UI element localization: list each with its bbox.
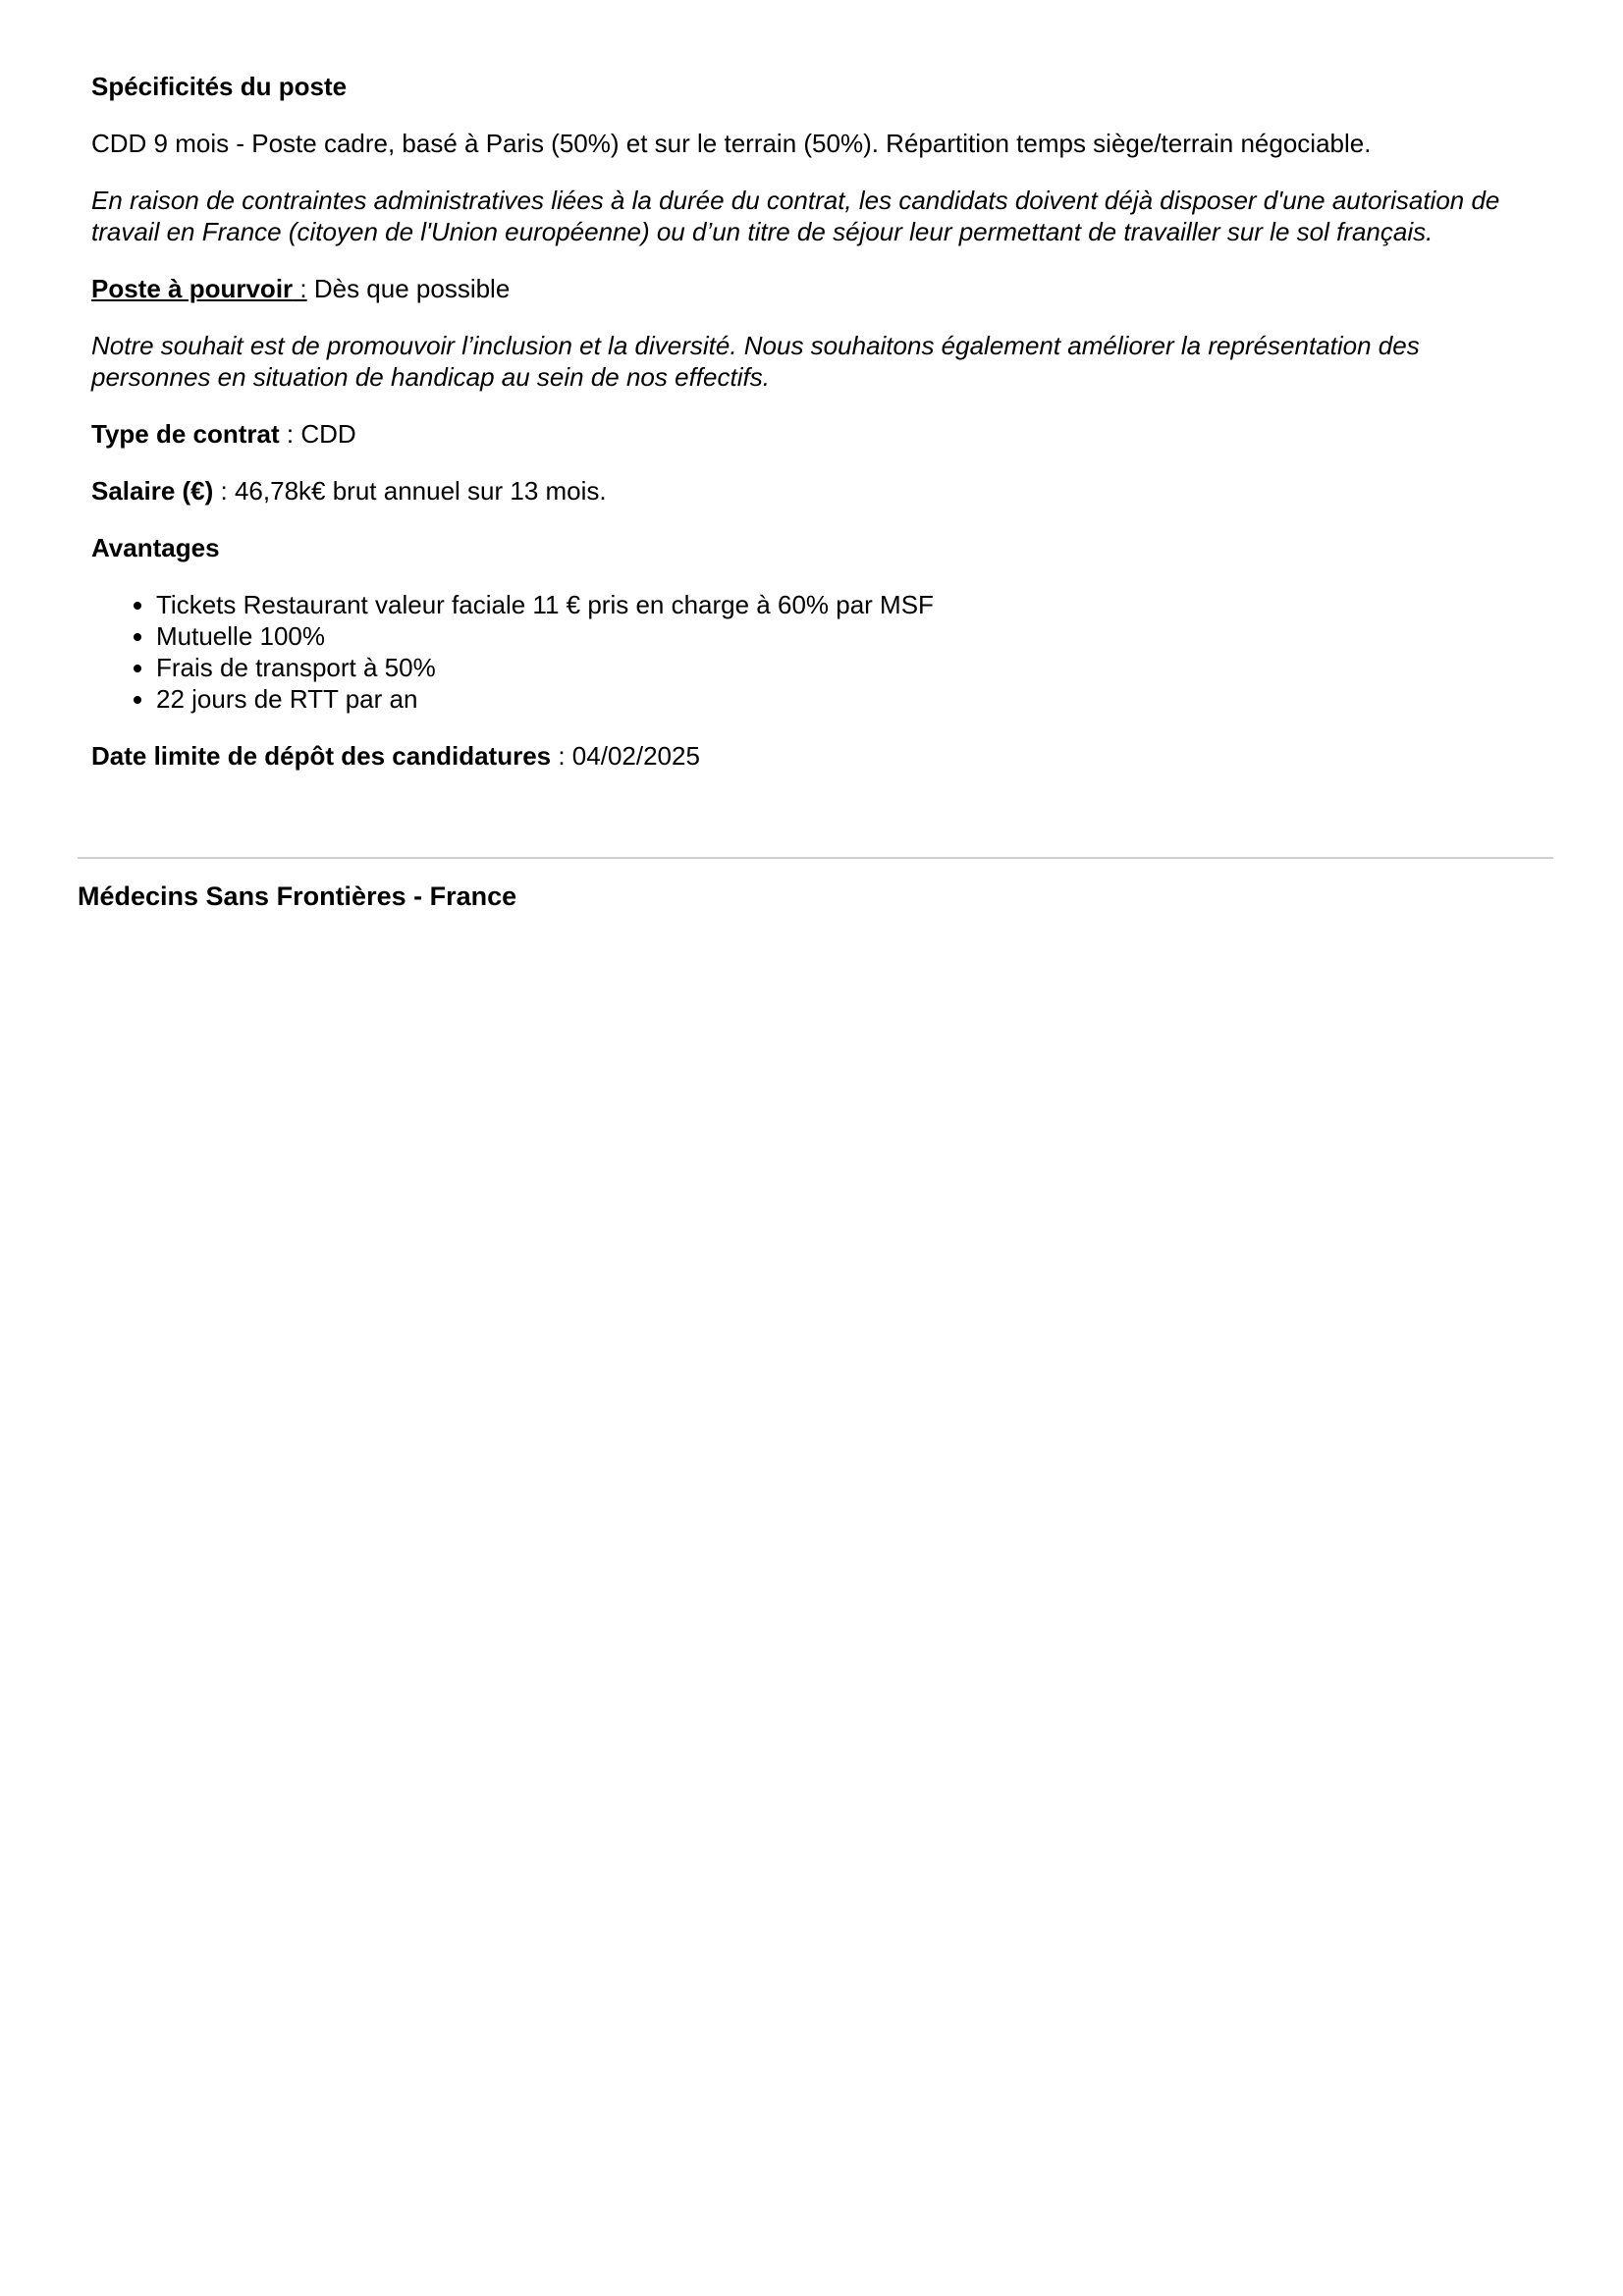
date-limite-label: Date limite de dépôt des candidatures [91, 741, 552, 771]
salaire-label: Salaire (€) [91, 476, 214, 506]
list-item: • Tickets Restaurant valeur faciale 11 € pris en charge à 60% par MSF [156, 589, 1544, 620]
list-item: • Frais de transport à 50% [156, 652, 1544, 683]
salaire [91, 475, 1544, 507]
inclusion-note: Notre souhait est de promouvoir l’inclusion et la diversité. Nous souhaitons également améliorer la représentation des personnes en situation de handicap au sein de nos effectifs. [91, 331, 1420, 392]
poste-a-pourvoir-value: Dès que possible [306, 274, 511, 303]
poste-a-pourvoir [91, 273, 1544, 304]
poste-a-pourvoir-label: Poste à pourvoir [91, 274, 294, 303]
avantages-heading: Avantages [91, 533, 220, 562]
type-contrat [91, 418, 1544, 450]
footer-divider [78, 857, 1553, 859]
type-contrat-label: Type de contrat [91, 419, 280, 449]
salaire-value: : 46,78k€ brut annuel sur 13 mois. [213, 476, 607, 506]
footer-organization: Médecins Sans Frontières - France [78, 881, 517, 911]
contract-summary: CDD 9 mois - Poste cadre, basé à Paris (50%) et sur le terrain (50%). Répartition temps siège/terrain négociable. [91, 129, 1372, 158]
type-contrat-value: : CDD [279, 419, 356, 449]
list-item: • 22 jours de RTT par an [156, 683, 1544, 715]
poste-a-pourvoir-separator: : [293, 274, 307, 303]
job-details-section [91, 71, 1544, 797]
section-heading: Spécificités du poste [91, 72, 348, 101]
date-limite [91, 740, 1544, 772]
list-item: • Mutuelle 100% [156, 620, 1544, 652]
work-authorization-note: En raison de contraintes administratives liées à la durée du contrat, les candidats doivent déjà disposer d'une autorisation de travail en France (citoyen de l'Union européenne) ou d’un titre de séjour leur permettant de travailler sur le sol français. [91, 186, 1500, 246]
date-limite-value: : 04/02/2025 [551, 741, 700, 771]
avantages-list [91, 589, 1544, 715]
